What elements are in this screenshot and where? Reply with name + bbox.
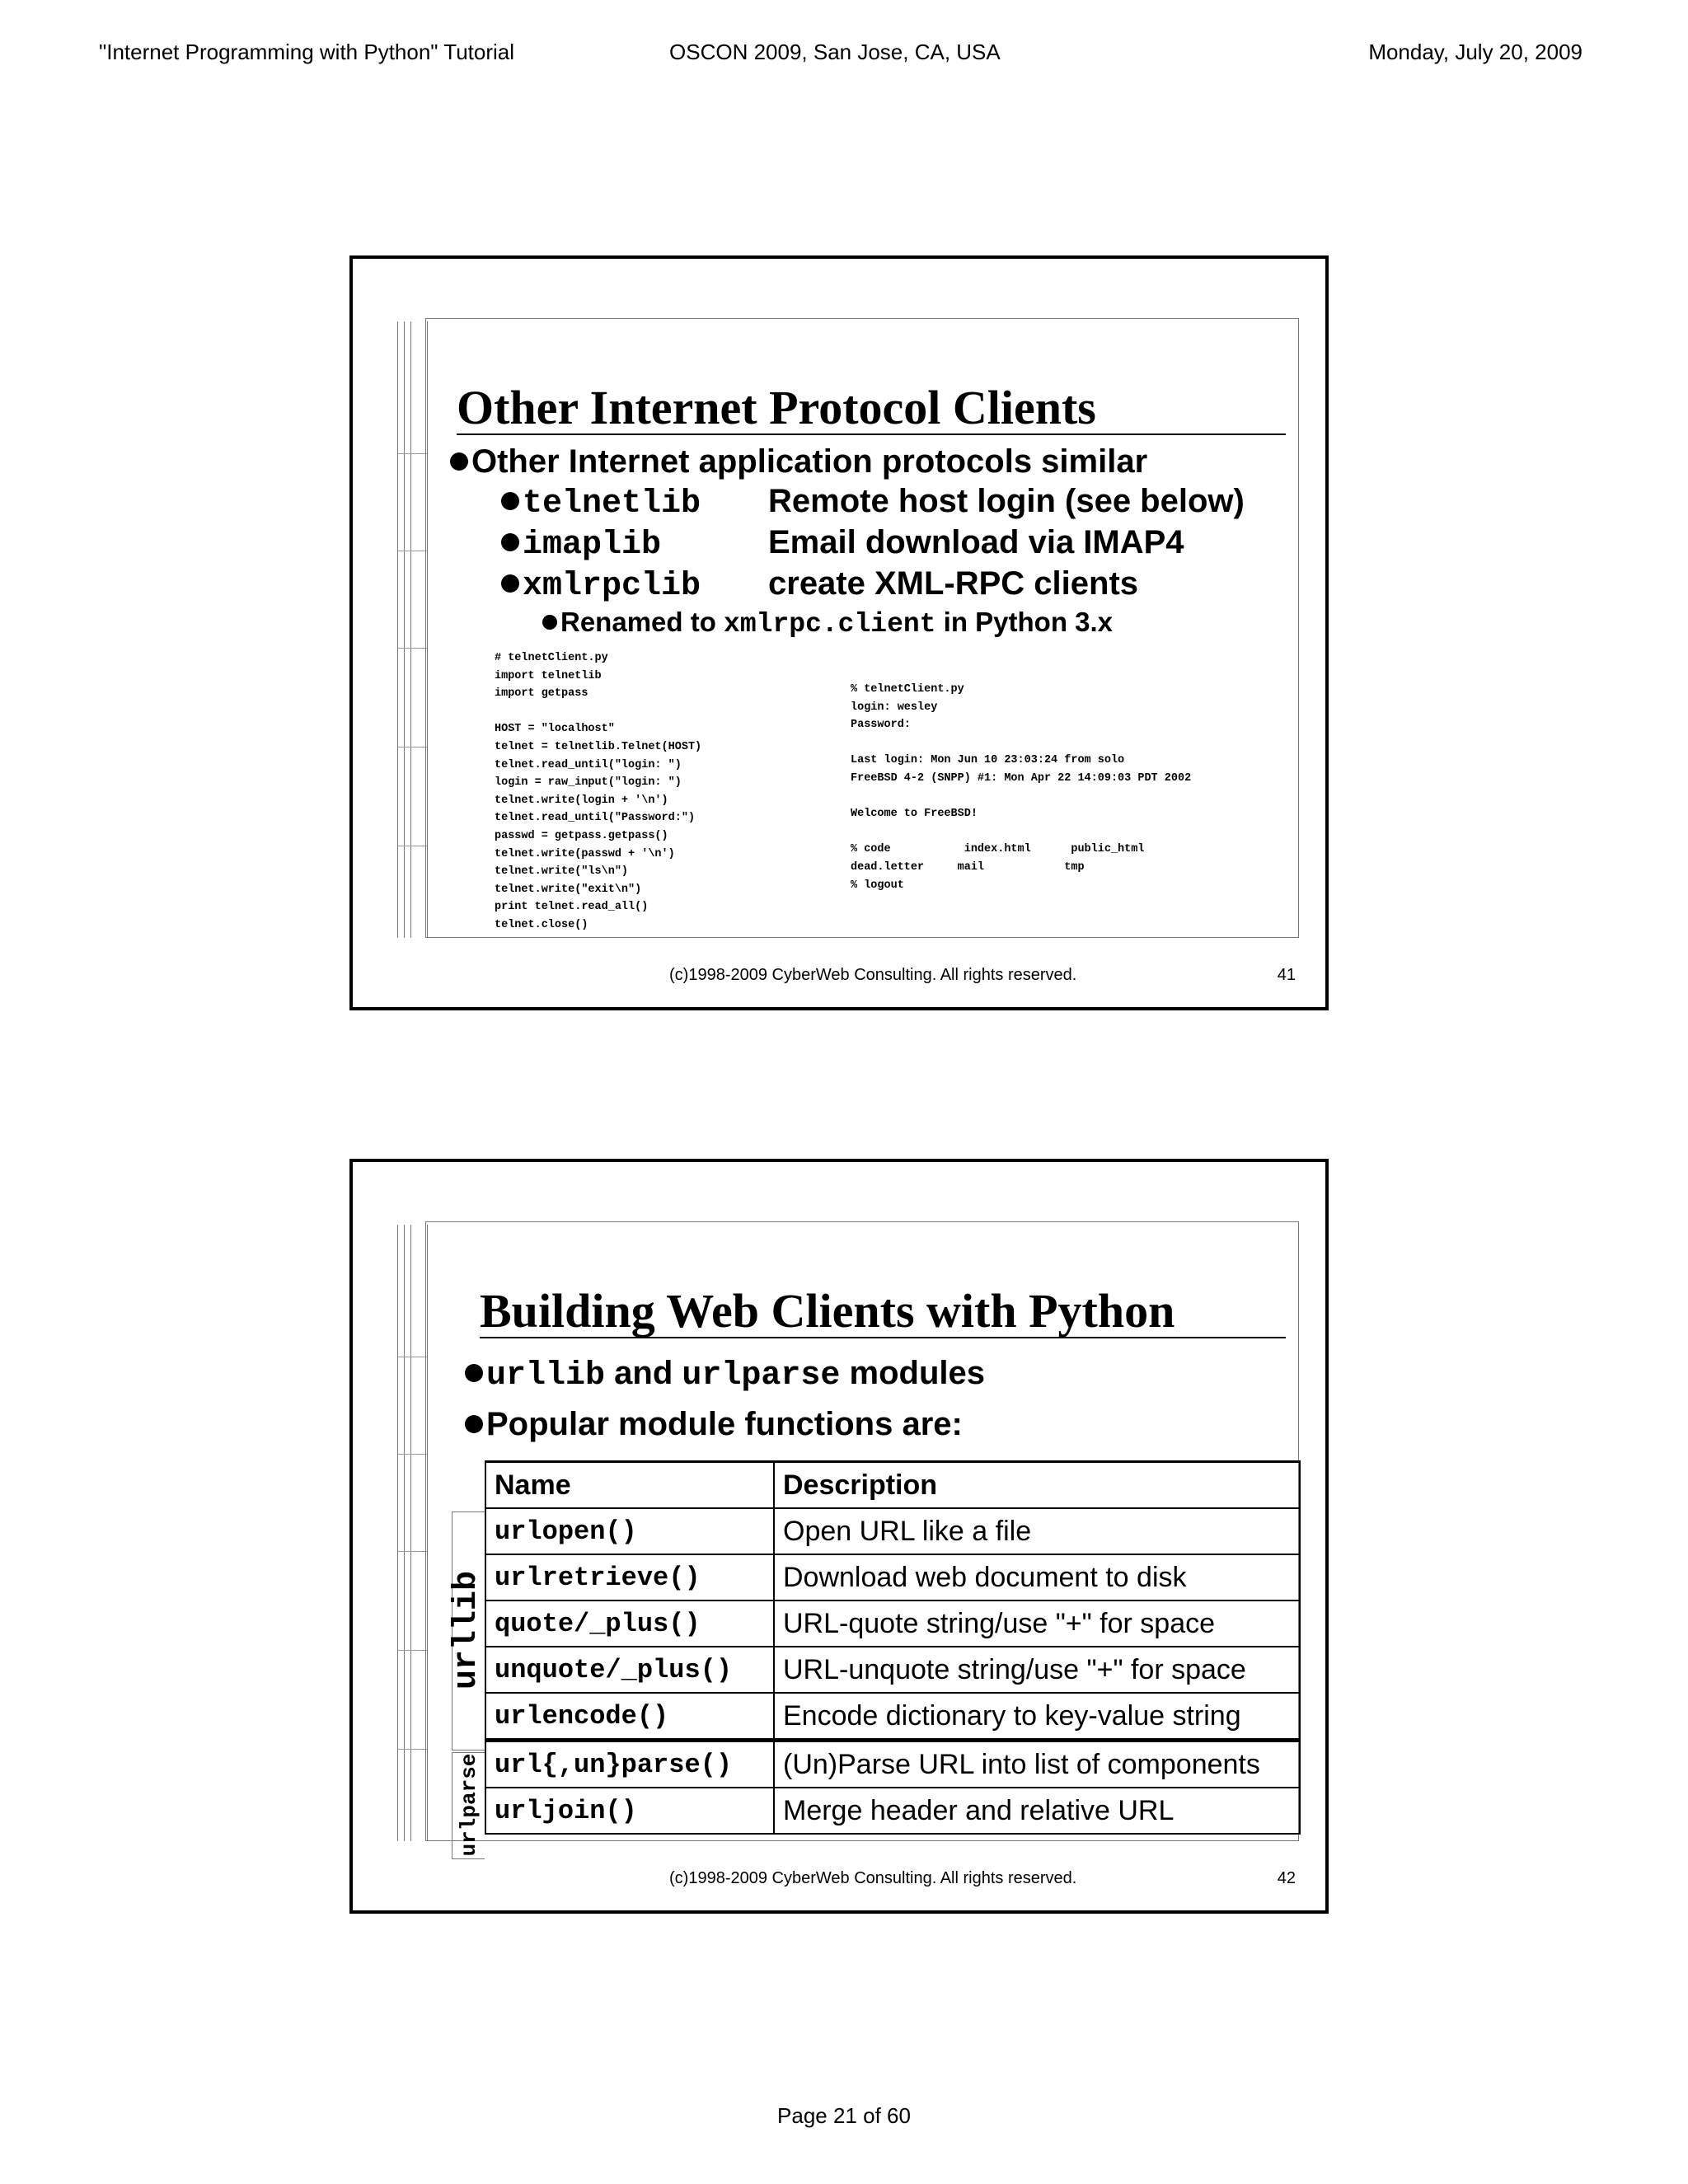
slide-41: [349, 255, 1329, 1010]
bullet-modules: [465, 1357, 985, 1393]
table-row: [485, 1601, 1300, 1647]
bullet-suffix: modules: [840, 1355, 985, 1391]
group-label-urlparse: urlparse: [457, 1753, 481, 1857]
column-header-name: Name: [485, 1462, 774, 1509]
function-name: urlencode(): [485, 1693, 774, 1741]
slide-number: 41: [1277, 966, 1296, 984]
code-listing-telnet-client: # telnetClient.py import telnetlib import getpass HOST = "localhost" telnet = telnetlib.Telnet(HOST) telnet.read_until("login: ") login = raw_input("login: ") telnet.write(login + '\n') telnet.read_until("Password:") passwd = getpass.getpass() telnet.write(passwd + '\n') telnet.write("ls\n") telnet.write("exit\n") print telnet.read_all() telnet.close(): [495, 652, 702, 931]
list-item: [501, 567, 701, 603]
header-tutorial-title: "Internet Programming with Python" Tutorial: [99, 40, 515, 64]
table-header-row: [485, 1462, 1300, 1509]
table-row: [485, 1554, 1300, 1601]
bullet-dot-icon: [501, 533, 519, 551]
module-name: imaplib: [523, 527, 662, 564]
function-description: URL-quote string/use "+" for space: [774, 1601, 1300, 1647]
bullet-connector: and: [605, 1355, 682, 1391]
slide-number: 42: [1277, 1869, 1296, 1887]
function-name: url{,un}parse(): [485, 1741, 774, 1788]
sub-note-suffix: in Python 3.x: [935, 607, 1114, 637]
function-description: Open URL like a file: [774, 1508, 1300, 1554]
module-description: create XML-RPC clients: [768, 565, 1139, 602]
slide-title: Building Web Clients with Python: [480, 1284, 1175, 1338]
function-name: urlopen(): [485, 1508, 774, 1554]
function-name: urlretrieve(): [485, 1554, 774, 1601]
function-name: quote/_plus(): [485, 1601, 774, 1647]
bullet-main-text: Other Internet application protocols similar: [471, 443, 1148, 480]
function-description: Download web document to disk: [774, 1554, 1300, 1601]
table-row: [485, 1647, 1300, 1693]
function-name: unquote/_plus(): [485, 1647, 774, 1693]
function-description: Encode dictionary to key-value string: [774, 1693, 1300, 1741]
terminal-output: % telnetClient.py login: wesley Password: Last login: Mon Jun 10 23:03:24 from solo FreeBSD 4-2 (SNPP) #1: Mon Apr 22 14:09:03 PDT 2002 Welcome to FreeBSD! % code index.html public_html dead.letter mail tmp % logout: [851, 683, 1192, 892]
module-urllib: urllib: [486, 1357, 606, 1394]
function-description: (Un)Parse URL into list of components: [774, 1741, 1300, 1788]
list-item: [501, 526, 661, 562]
module-urlparse: urlparse: [682, 1357, 841, 1394]
function-description: Merge header and relative URL: [774, 1788, 1300, 1834]
table-row: [485, 1508, 1300, 1554]
sub-note: [542, 608, 1113, 638]
bullet-popular-text: Popular module functions are:: [486, 1406, 963, 1442]
bullet-main: [450, 445, 1147, 478]
header-conference: OSCON 2009, San Jose, CA, USA: [669, 40, 1001, 64]
slide-title: Other Internet Protocol Clients: [457, 381, 1096, 434]
table-row: [485, 1788, 1300, 1834]
bullet-dot-icon: [542, 615, 557, 630]
function-description: URL-unquote string/use "+" for space: [774, 1647, 1300, 1693]
module-description: Email download via IMAP4: [768, 524, 1184, 560]
table-row: [485, 1693, 1300, 1741]
list-item: [501, 485, 701, 521]
bullet-dot-icon: [501, 574, 519, 593]
sub-note-prefix: Renamed to: [560, 607, 724, 637]
module-name: xmlrpclib: [523, 568, 701, 605]
module-description: Remote host login (see below): [768, 483, 1245, 519]
header-date: Monday, July 20, 2009: [1368, 40, 1582, 64]
module-name: telnetlib: [523, 485, 701, 523]
bullet-dot-icon: [450, 452, 468, 471]
function-name: urljoin(): [485, 1788, 774, 1834]
sub-note-code: xmlrpc.client: [724, 609, 936, 640]
bullet-dot-icon: [465, 1364, 483, 1382]
bullet-popular: [465, 1408, 963, 1441]
column-header-description: Description: [774, 1462, 1300, 1509]
page-number: Page 21 of 60: [777, 2103, 911, 2128]
copyright: (c)1998-2009 CyberWeb Consulting. All rights reserved.: [669, 1869, 1077, 1887]
table-row: [485, 1741, 1300, 1788]
bullet-dot-icon: [501, 492, 519, 510]
bullet-dot-icon: [465, 1415, 483, 1433]
page-header: [0, 40, 1688, 73]
group-label-urllib: urllib: [448, 1570, 485, 1690]
copyright: (c)1998-2009 CyberWeb Consulting. All rights reserved.: [669, 966, 1077, 984]
title-underline: [457, 434, 1286, 435]
functions-table: [485, 1460, 1301, 1835]
title-underline: [480, 1337, 1286, 1338]
slide-42: [349, 1159, 1329, 1914]
